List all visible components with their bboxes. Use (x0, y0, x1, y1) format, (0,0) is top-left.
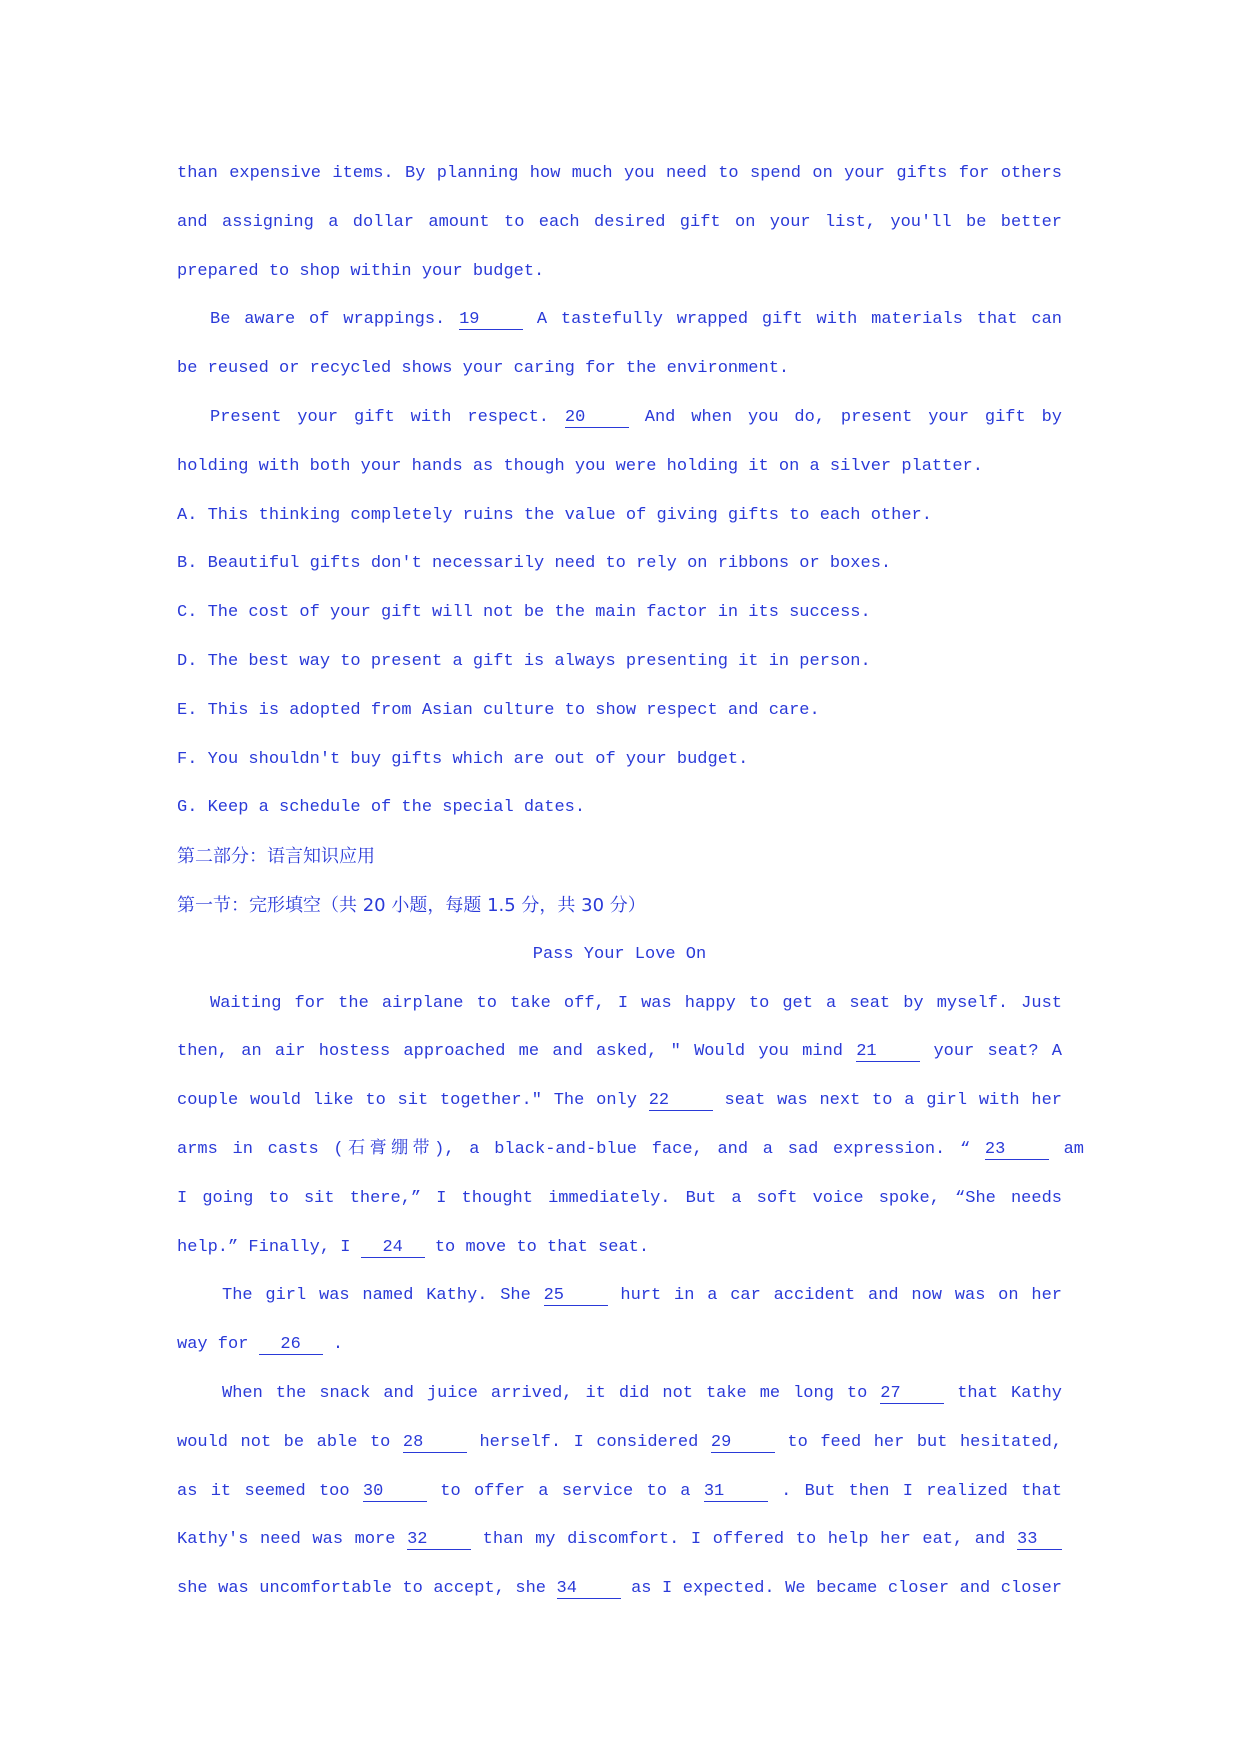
blank-24: 24 (361, 1238, 425, 1258)
option-e (177, 687, 1062, 736)
line-text: Kathy's need was more (177, 1530, 408, 1550)
line-text: prepared to shop within your budget. (177, 261, 545, 281)
cloze-line (177, 1224, 1062, 1273)
line-text: than expensive items. By planning how much you need to spend on your gifts for others (177, 164, 1062, 183)
blank-28: 28 (403, 1433, 467, 1453)
blank-29: 29 (711, 1433, 775, 1453)
line-text: Waiting for the airplane to take off, I was happy to get a seat by myself. Just (210, 993, 1062, 1013)
cloze-line (177, 1126, 1084, 1175)
option-text: F. You shouldn't buy gifts which are out of your budget. (177, 749, 749, 769)
blank-26: 26 (259, 1335, 323, 1355)
line-text: seat was next to a girl with her (712, 1091, 1063, 1111)
line-text: hurt in a car accident and now was on her (607, 1286, 1062, 1306)
line-text: The girl was named Kathy. She (222, 1286, 544, 1306)
cloze-line (177, 980, 1062, 1029)
option-text: E. This is adopted from Asian culture to show respect and care. (177, 700, 820, 720)
option-c (177, 589, 1062, 638)
line-text: When the snack and juice arrived, it did not take me long to (222, 1383, 881, 1403)
option-d (177, 638, 1062, 687)
blank-19: 19 (459, 310, 523, 330)
passage-line (177, 199, 1062, 248)
blank-20: 20 (565, 408, 629, 428)
line-text: than my discomfort. I offered to help her eat, and (471, 1530, 1017, 1550)
blank-25: 25 (544, 1286, 608, 1306)
blank-33: 33 (1017, 1530, 1062, 1550)
cloze-line (177, 1321, 1062, 1370)
cloze-line (177, 1370, 1062, 1419)
passage-line (177, 150, 1062, 199)
option-text: D. The best way to present a gift is always presenting it in person. (177, 651, 871, 671)
option-text: B. Beautiful gifts don't necessarily need to rely on ribbons or boxes. (177, 554, 892, 574)
line-text: help.” Finally, I (177, 1237, 361, 1257)
cloze-line (177, 1516, 1062, 1565)
blank-27: 27 (880, 1384, 944, 1404)
blank-32: 32 (407, 1530, 471, 1550)
cloze-line (177, 1077, 1062, 1126)
line-text: and assigning a dollar amount to each desired gift on your list, you'll be better (177, 212, 1062, 232)
line-text: Present your gift with respect. (210, 407, 565, 427)
line-text: your seat? A (920, 1042, 1062, 1062)
passage-line (177, 394, 1062, 443)
option-text: G. Keep a schedule of the special dates. (177, 798, 586, 818)
line-text: . (322, 1335, 344, 1355)
line-text: to feed her but hesitated, (774, 1432, 1062, 1452)
blank-23: 23 (985, 1140, 1049, 1160)
line-text: as it seemed too (177, 1481, 363, 1501)
cloze-line (177, 1419, 1062, 1468)
blank-30: 30 (363, 1482, 427, 1502)
line-text: be reused or recycled shows your caring for the environment. (177, 359, 790, 379)
section-heading (177, 882, 1062, 931)
line-text: am (1048, 1139, 1084, 1159)
cloze-title-text: Pass Your Love On (532, 944, 707, 964)
line-text: to offer a service to a (426, 1481, 704, 1501)
blank-22: 22 (649, 1091, 713, 1111)
option-a (177, 492, 1062, 541)
passage-line (177, 443, 1062, 492)
line-text: couple would like to sit together." The only (177, 1091, 649, 1111)
line-text: then, an air hostess approached me and asked, " Would you mind (177, 1042, 857, 1062)
line-text: that Kathy (944, 1383, 1062, 1403)
line-text: A tastefully wrapped gift with materials that can (523, 310, 1062, 330)
passage-line (177, 248, 1062, 297)
option-f (177, 736, 1062, 785)
cloze-line (177, 1468, 1062, 1517)
option-g (177, 784, 1062, 833)
line-text: And when you do, present your gift by (628, 407, 1062, 427)
line-text: she was uncomfortable to accept, she (177, 1579, 557, 1599)
part-heading-text: 第二部分：语言知识应用 (177, 846, 375, 868)
page-text (177, 150, 1084, 1614)
cloze-line (177, 1565, 1062, 1614)
line-text: herself. I considered (466, 1432, 711, 1452)
line-text: to move to that seat. (424, 1237, 650, 1257)
line-text: I going to sit there,” I thought immediately. But a soft voice spoke, “She needs (177, 1188, 1062, 1208)
line-text: arms in casts (石膏绷带), a black-and-blue face, and a sad expression. “ (177, 1139, 985, 1159)
line-text: Be aware of wrappings. (210, 310, 460, 330)
blank-31: 31 (704, 1482, 768, 1502)
section-heading-text: 第一节：完形填空（共 20 小题，每题 1.5 分，共 30 分） (177, 894, 646, 916)
cloze-title (177, 931, 1062, 980)
blank-21: 21 (856, 1042, 920, 1062)
option-text: A. This thinking completely ruins the value of giving gifts to each other. (177, 505, 932, 525)
blank-34: 34 (557, 1579, 621, 1599)
cloze-line (177, 1175, 1062, 1224)
passage-line (177, 345, 1062, 394)
cloze-line (177, 1272, 1062, 1321)
passage-line (177, 296, 1062, 345)
line-text: would not be able to (177, 1432, 403, 1452)
line-text: . But then I realized that (767, 1481, 1063, 1501)
line-text: as I expected. We became closer and closer (620, 1579, 1062, 1599)
cloze-line (177, 1028, 1062, 1077)
line-text: way for (177, 1335, 259, 1355)
option-text: C. The cost of your gift will not be the main factor in its success. (177, 603, 871, 623)
part-heading (177, 833, 1062, 882)
line-text: holding with both your hands as though you were holding it on a silver platter. (177, 456, 983, 476)
option-b (177, 540, 1062, 589)
